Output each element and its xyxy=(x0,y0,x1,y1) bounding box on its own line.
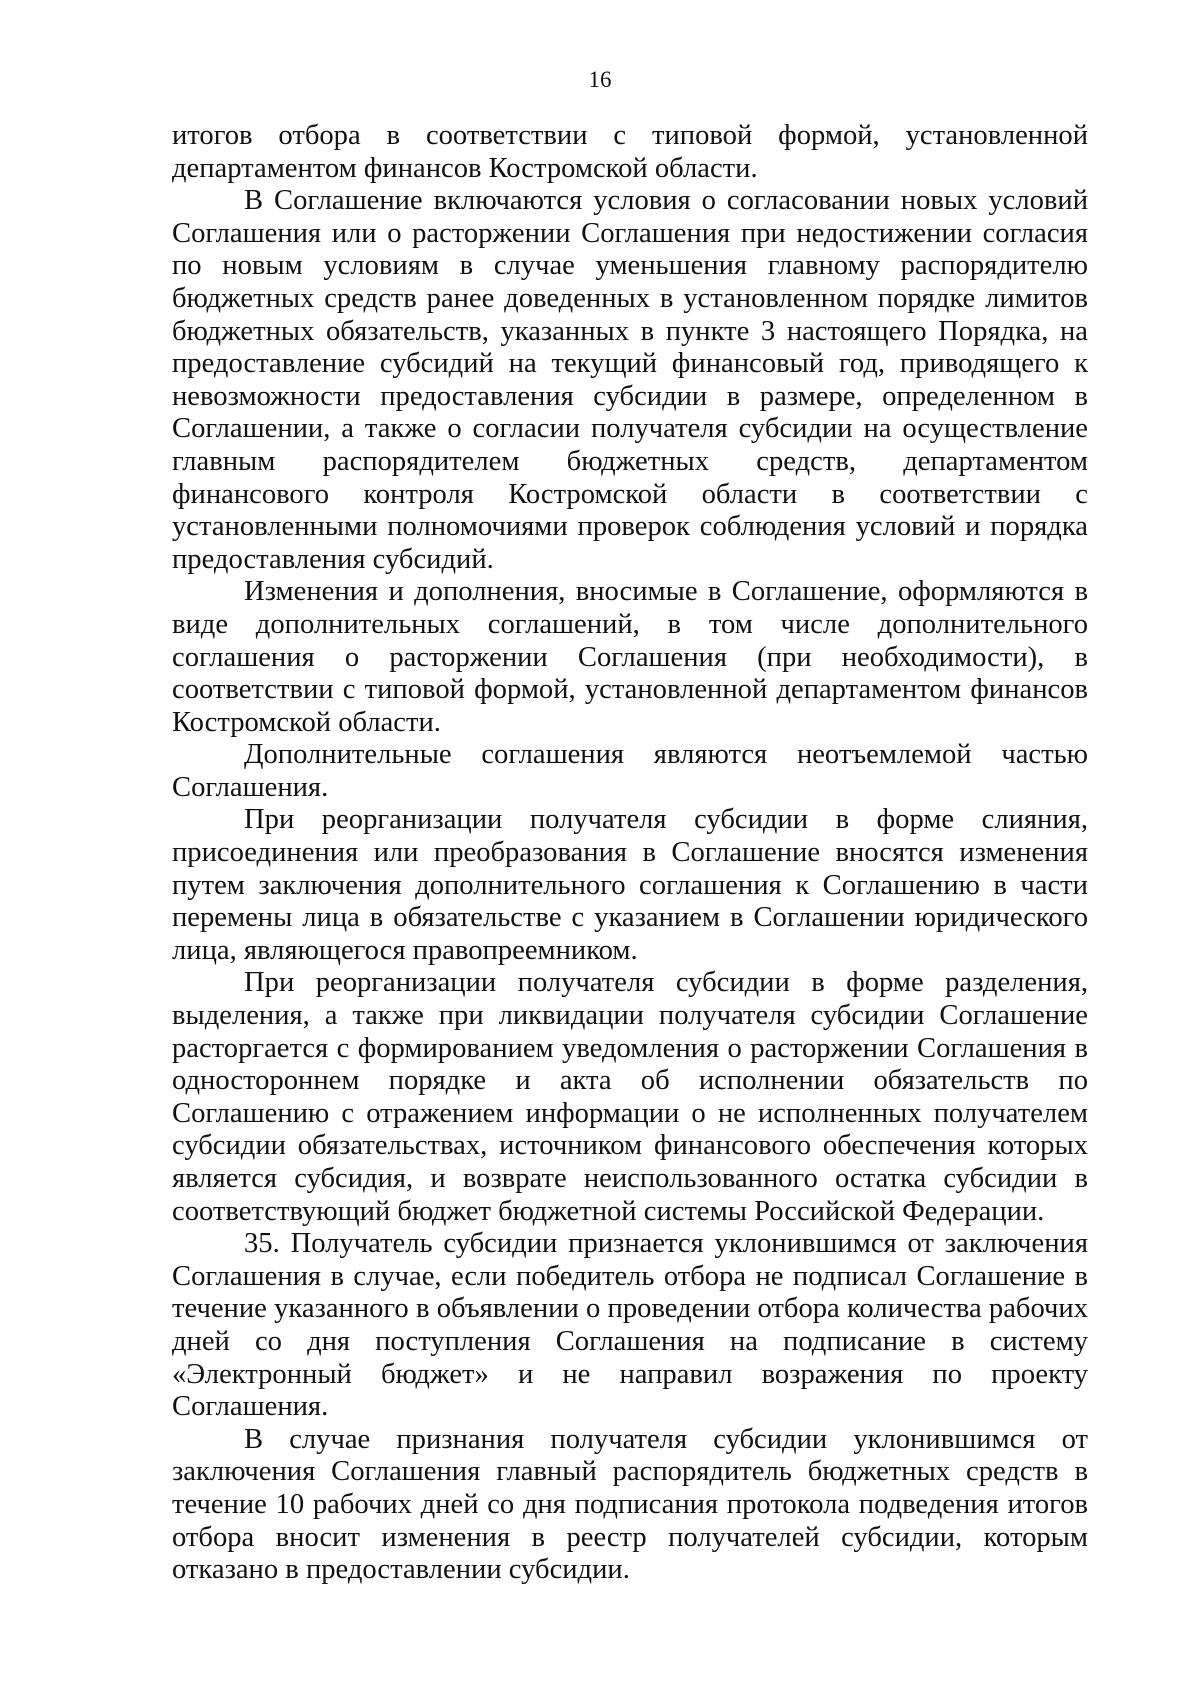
paragraph: При реорганизации получателя субсидии в форме слияния, присоединения или преобразования в Соглашение вносятся изменения путем заключения дополнительного соглашения к Соглашению в части перемены лица в обязательстве с указанием в Соглашении юридического лица, являющегося правопреемником. xyxy=(172,804,1088,966)
document-body xyxy=(172,120,1088,1587)
paragraph: При реорганизации получателя субсидии в форме разделения, выделения, а также при ликвидации получателя субсидии Соглашение расторгается с формированием уведомления о расторжении Соглашения в одностороннем порядке и акта об исполнении обязательств по Соглашению с отражением информации о не исполненных получателем субсидии обязательствах, источником финансового обеспечения которых является субсидия, и возврате неиспользованного остатка субсидии в соответствующий бюджет бюджетной системы Российской Федерации. xyxy=(172,967,1088,1227)
paragraph: В случае признания получателя субсидии уклонившимся от заключения Соглашения главный распорядитель бюджетных средств в течение 10 рабочих дней со дня подписания протокола подведения итогов отбора вносит изменения в реестр получателей субсидии, которым отказано в предоставлении субсидии. xyxy=(172,1423,1088,1586)
paragraph: 35. Получатель субсидии признается уклонившимся от заключения Соглашения в случае, если победитель отбора не подписал Соглашение в течение указанного в объявлении о проведении отбора количества рабочих дней со дня поступления Соглашения на подписание в систему «Электронный бюджет» и не направил возражения по проекту Соглашения. xyxy=(172,1228,1088,1423)
paragraph: Дополнительные соглашения являются неотъемлемой частью Соглашения. xyxy=(172,739,1088,803)
paragraph: итогов отбора в соответствии с типовой формой, установленной департаментом финансов Костромской области. xyxy=(172,120,1088,184)
paragraph: Изменения и дополнения, вносимые в Соглашение, оформляются в виде дополнительных соглашений, в том числе дополнительного соглашения о расторжении Соглашения (при необходимости), в соответствии с типовой формой, установленной департаментом финансов Костромской области. xyxy=(172,576,1088,738)
page-number: 16 xyxy=(588,67,612,92)
paragraph: В Соглашение включаются условия о согласовании новых условий Соглашения или о расторжении Соглашения при недостижении согласия по новым условиям в случае уменьшения главному распорядителю бюджетных средств ранее доведенных в установленном порядке лимитов бюджетных обязательств, указанных в пункте 3 настоящего Порядка, на предоставление субсидий на текущий финансовый год, приводящего к невозможности предоставления субсидии в размере, определенном в Соглашении, а также о согласии получателя субсидии на осуществление главным распорядителем бюджетных средств, департаментом финансового контроля Костромской области в соответствии с установленными полномочиями проверок соблюдения условий и порядка предоставления субсидий. xyxy=(172,185,1088,575)
